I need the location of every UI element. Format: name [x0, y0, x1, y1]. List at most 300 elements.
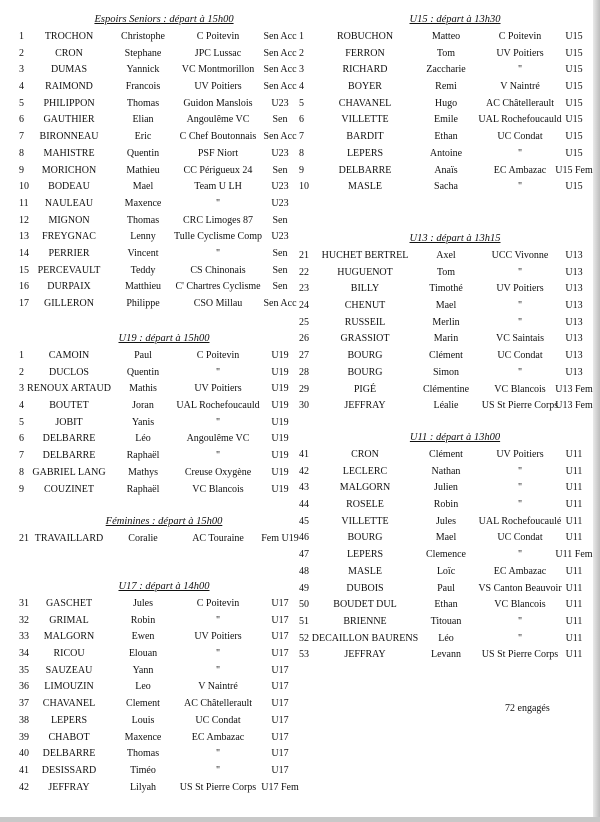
club: AC Touraine — [192, 533, 244, 544]
section-right-0 — [296, 14, 596, 196]
entry-row — [296, 365, 596, 382]
category: U15 — [565, 131, 583, 143]
last-name: RAIMOND — [45, 81, 93, 93]
entry-row — [296, 248, 596, 265]
section-left-0 — [0, 14, 300, 313]
last-name: LECLERC — [342, 465, 388, 477]
club: US St Pierre Corps — [481, 649, 559, 661]
category: U11 — [565, 465, 583, 477]
first-name: Simon — [432, 366, 460, 378]
entry-row — [0, 146, 300, 163]
first-name: Anaïs — [434, 164, 458, 176]
bib-number: 4 — [19, 400, 24, 412]
entry-row — [0, 229, 300, 246]
club: UC Condat — [195, 714, 241, 726]
entry-row — [296, 265, 596, 282]
last-name: GAUTHIER — [43, 114, 95, 126]
club: " — [215, 450, 221, 462]
last-name: JEFFRAY — [344, 649, 386, 661]
last-name: LEPERS — [346, 549, 384, 561]
category: U19 — [271, 483, 289, 495]
bib-number: 32 — [19, 614, 29, 626]
club: Angoulême VC — [186, 433, 250, 445]
entry-row — [0, 713, 300, 730]
first-name: Eric — [134, 131, 152, 143]
first-name: Quentin — [126, 366, 160, 378]
category: Sen — [272, 114, 288, 126]
bib-number: 7 — [299, 131, 304, 143]
club: " — [215, 197, 221, 209]
section-title: U11 : départ à 13h00 — [409, 432, 501, 443]
first-name: Tom — [436, 47, 456, 59]
entry-row — [296, 398, 596, 415]
club: UAL Rochefoucauld — [478, 114, 562, 126]
category: U19 — [271, 416, 289, 428]
first-name: Paul — [437, 582, 455, 594]
first-name: Ethan — [434, 599, 458, 611]
section-title: U19 : départ à 15h00 — [118, 333, 210, 344]
bib-number: 3 — [19, 383, 24, 395]
category: Sen — [272, 247, 288, 259]
entry-row — [296, 530, 596, 547]
last-name: BARDIT — [346, 131, 384, 143]
entry-row — [0, 679, 300, 696]
entry-row — [0, 112, 300, 129]
bib-number: 27 — [299, 350, 309, 362]
bib-number: 38 — [19, 714, 29, 726]
entry-row — [0, 448, 300, 465]
entry-row — [296, 315, 596, 332]
category: U13 Fem — [555, 383, 593, 395]
bib-number: 52 — [299, 632, 309, 644]
bib-number: 8 — [19, 466, 24, 478]
bib-number: 30 — [299, 400, 309, 412]
entry-row — [296, 112, 596, 129]
bib-number: 7 — [19, 131, 24, 143]
first-name: Louis — [131, 714, 155, 726]
category: U17 — [271, 748, 289, 760]
club: EC Ambazac — [493, 565, 547, 577]
bib-number: 2 — [19, 366, 24, 378]
bib-number: 35 — [19, 664, 29, 676]
bib-number: 31 — [19, 598, 29, 609]
last-name: HUCHET BERTREL — [321, 250, 409, 261]
page-edge-bottom — [0, 817, 600, 822]
category: Sen — [272, 281, 288, 293]
bib-number: 21 — [19, 533, 29, 544]
bib-number: 1 — [19, 31, 24, 42]
bib-number: 2 — [19, 47, 24, 59]
last-name: DURPAIX — [47, 281, 91, 293]
bib-number: 39 — [19, 731, 29, 743]
last-name: MIGNON — [48, 214, 90, 226]
bib-number: 34 — [19, 648, 29, 660]
first-name: Robin — [130, 614, 156, 626]
category: U11 — [565, 649, 583, 661]
club: VS Canton Beauvoir — [478, 582, 562, 594]
entry-row — [0, 246, 300, 263]
last-name: CHAVANEL — [338, 97, 392, 109]
category: U15 — [565, 97, 583, 109]
last-name: VILLETTE — [341, 114, 389, 126]
first-name: Marin — [433, 333, 459, 345]
entry-row — [296, 331, 596, 348]
category: U11 — [565, 482, 583, 494]
entry-row — [0, 465, 300, 482]
last-name: CHAVANEL — [42, 698, 96, 710]
category: U11 — [565, 515, 583, 527]
first-name: Quentin — [126, 147, 160, 159]
bib-number: 5 — [19, 416, 24, 428]
entry-row — [0, 730, 300, 747]
last-name: DUMAS — [50, 64, 88, 76]
bib-number: 6 — [19, 114, 24, 126]
last-name: PERRIER — [48, 247, 90, 259]
entry-row — [0, 398, 300, 415]
first-name: Levann — [431, 649, 461, 661]
club: UV Poitiers — [496, 47, 544, 59]
bib-number: 10 — [299, 181, 309, 193]
entry-row — [296, 581, 596, 598]
bib-number: 37 — [19, 698, 29, 710]
club: " — [215, 764, 221, 776]
category: U17 — [271, 631, 289, 643]
entry-row — [0, 629, 300, 646]
bib-number: 13 — [19, 231, 29, 243]
bib-number: 42 — [299, 465, 309, 477]
first-name: Julien — [434, 482, 458, 494]
first-name: Léo — [438, 632, 454, 644]
first-name: Remi — [435, 81, 457, 93]
club: CRC Limoges 87 — [182, 214, 253, 226]
club: UV Poitiers — [194, 383, 242, 395]
first-name: Raphaël — [126, 450, 160, 462]
entry-row — [0, 780, 300, 797]
last-name: BOUTET — [49, 400, 89, 412]
first-name: Mael — [435, 300, 457, 312]
bib-number: 49 — [299, 582, 309, 594]
category: U13 — [565, 300, 583, 312]
bib-number: 5 — [299, 97, 304, 109]
first-name: Lilyah — [129, 781, 157, 793]
entry-row — [296, 298, 596, 315]
first-name: Mathis — [129, 383, 157, 395]
entry-row — [296, 29, 596, 46]
entry-row — [0, 696, 300, 713]
club: C Chef Boutonnais — [179, 131, 257, 143]
last-name: PIGÉ — [353, 383, 377, 395]
first-name: Clémentine — [422, 383, 470, 395]
category: U15 — [565, 147, 583, 159]
club: " — [517, 316, 523, 328]
first-name: Jules — [436, 515, 456, 527]
club: C' Chartres Cyclisme — [175, 281, 261, 293]
entry-row — [0, 213, 300, 230]
first-name: Antoine — [429, 147, 463, 159]
category: U23 — [271, 197, 289, 209]
entry-row — [296, 163, 596, 180]
category: Sen Acc — [263, 31, 297, 42]
last-name: CHENUT — [344, 300, 386, 312]
bib-number: 33 — [19, 631, 29, 643]
entry-row — [0, 746, 300, 763]
club: " — [215, 748, 221, 760]
entry-row — [0, 431, 300, 448]
first-name: Francois — [125, 81, 161, 93]
bib-number: 53 — [299, 649, 309, 661]
category: U15 Fem — [555, 164, 593, 176]
first-name: Ethan — [434, 131, 458, 143]
first-name: Lenny — [130, 231, 156, 243]
first-name: Merlin — [432, 316, 460, 328]
bib-number: 14 — [19, 247, 29, 259]
entry-row — [0, 296, 300, 313]
bib-number: 29 — [299, 383, 309, 395]
category: U13 Fem — [555, 400, 593, 412]
club: PSF Niort — [197, 147, 239, 159]
club: VC Montmorillon — [181, 64, 255, 76]
last-name: ROBUCHON — [336, 31, 394, 42]
category: Fem U19 — [261, 533, 299, 544]
last-name: MALGORN — [43, 631, 95, 643]
section-title: U15 : départ à 13h30 — [409, 14, 501, 25]
bib-number: 15 — [19, 264, 29, 276]
category: U17 — [271, 714, 289, 726]
category: U11 — [565, 449, 583, 460]
last-name: NAULEAU — [44, 197, 94, 209]
club: CSO Millau — [193, 298, 243, 309]
entry-row — [296, 564, 596, 581]
club: " — [517, 64, 523, 76]
last-name: DELBARRE — [338, 164, 392, 176]
club: VC Blancois — [494, 599, 546, 611]
first-name: Matthieu — [124, 281, 162, 293]
entry-row — [296, 597, 596, 614]
last-name: JEFFRAY — [344, 400, 386, 412]
club: CS Chinonais — [190, 264, 246, 276]
club: " — [215, 247, 221, 259]
first-name: Paul — [134, 350, 152, 361]
entry-row — [296, 129, 596, 146]
last-name: MAHISTRE — [43, 147, 95, 159]
club: " — [215, 416, 221, 428]
last-name: LEPERS — [346, 147, 384, 159]
bib-number: 22 — [299, 266, 309, 278]
entry-row — [0, 531, 300, 548]
first-name: Philippe — [126, 298, 160, 309]
entry-row — [0, 763, 300, 780]
entry-row — [0, 196, 300, 213]
first-name: Elouan — [128, 648, 158, 660]
last-name: RICHARD — [342, 64, 388, 76]
first-name: Maxence — [124, 731, 162, 743]
first-name: Yannick — [126, 64, 160, 76]
last-name: CRON — [55, 47, 83, 59]
bib-number: 41 — [19, 764, 29, 776]
category: U17 — [271, 764, 289, 776]
entry-row — [296, 647, 596, 664]
category: U17 — [271, 731, 289, 743]
first-name: Stephane — [124, 47, 162, 59]
category: U13 — [565, 366, 583, 378]
last-name: BRIENNE — [343, 615, 387, 627]
club: V Naintré — [500, 81, 540, 93]
last-name: MASLE — [348, 181, 382, 193]
club: " — [517, 499, 523, 511]
club: VC Saintais — [495, 333, 545, 345]
last-name: RENOUX ARTAUD — [27, 383, 111, 395]
category: Sen — [272, 214, 288, 226]
category: U15 — [565, 47, 583, 59]
category: U17 — [271, 664, 289, 676]
last-name: BODEAU — [48, 181, 90, 193]
section-left-2 — [0, 516, 300, 548]
club: UC Condat — [497, 131, 543, 143]
bib-number: 5 — [19, 97, 24, 109]
first-name: Raphaël — [126, 483, 160, 495]
entry-row — [296, 348, 596, 365]
category: U17 Fem — [261, 781, 299, 793]
bib-number: 9 — [299, 164, 304, 176]
entry-row — [296, 96, 596, 113]
category: U13 — [565, 283, 583, 295]
first-name: Vincent — [127, 247, 159, 259]
category: Sen — [272, 164, 288, 176]
first-name: Loïc — [436, 565, 456, 577]
category: U11 — [565, 582, 583, 594]
last-name: GRIMAL — [49, 614, 89, 626]
category: U11 — [565, 599, 583, 611]
last-name: GILLERON — [44, 298, 94, 309]
bib-number: 12 — [19, 214, 29, 226]
last-name: PERCEVAULT — [37, 264, 101, 276]
club: UV Poitiers — [496, 283, 544, 295]
last-name: DELBARRE — [42, 748, 96, 760]
bib-number: 3 — [299, 64, 304, 76]
last-name: CRON — [351, 449, 379, 460]
first-name: Yanis — [131, 416, 155, 428]
club: VC Blancois — [192, 483, 244, 495]
club: Team U LH — [194, 181, 242, 193]
entry-row — [296, 146, 596, 163]
first-name: Timothé — [429, 283, 463, 295]
category: U11 — [565, 615, 583, 627]
category: U11 Fem — [555, 549, 593, 561]
entry-row — [296, 480, 596, 497]
bib-number: 17 — [19, 298, 29, 309]
category: U19 — [271, 366, 289, 378]
entry-row — [296, 547, 596, 564]
first-name: Titouan — [430, 615, 462, 627]
entry-row — [0, 279, 300, 296]
first-name: Yann — [132, 664, 154, 676]
club: " — [517, 615, 523, 627]
entry-row — [296, 62, 596, 79]
category: U17 — [271, 698, 289, 710]
bib-number: 42 — [19, 781, 29, 793]
bib-number: 4 — [299, 81, 304, 93]
club: Creuse Oxygène — [184, 466, 252, 478]
category: Sen Acc — [263, 64, 297, 76]
club: " — [517, 147, 523, 159]
bib-number: 44 — [299, 499, 309, 511]
bib-number: 45 — [299, 515, 309, 527]
first-name: Léalie — [433, 400, 459, 412]
bib-number: 25 — [299, 316, 309, 328]
club: C Poitevin — [196, 31, 240, 42]
club: " — [517, 632, 523, 644]
category: U23 — [271, 181, 289, 193]
first-name: Tom — [436, 266, 456, 278]
bib-number: 10 — [19, 181, 29, 193]
last-name: VILLETTE — [341, 515, 389, 527]
category: U15 — [565, 31, 583, 42]
last-name: BOUDET DUL — [333, 599, 397, 611]
category: U11 — [565, 499, 583, 511]
entry-row — [296, 464, 596, 481]
entry-row — [0, 46, 300, 63]
category: U17 — [271, 598, 289, 609]
first-name: Leo — [135, 681, 151, 693]
bib-number: 11 — [19, 197, 29, 209]
club: JPC Lussac — [194, 47, 242, 59]
entry-row — [0, 163, 300, 180]
first-name: Matteo — [431, 31, 461, 42]
first-name: Joran — [132, 400, 154, 412]
last-name: CAMOIN — [48, 350, 90, 361]
last-name: HUGUENOT — [337, 266, 393, 278]
category: Sen Acc — [263, 131, 297, 143]
bib-number: 6 — [299, 114, 304, 126]
bib-number: 6 — [19, 433, 24, 445]
category: U19 — [271, 383, 289, 395]
bib-number: 1 — [299, 31, 304, 42]
entry-row — [296, 382, 596, 399]
first-name: Coralie — [128, 533, 158, 544]
first-name: Clément — [429, 449, 463, 460]
entry-row — [0, 129, 300, 146]
first-name: Thomas — [126, 214, 160, 226]
first-name: Teddy — [130, 264, 156, 276]
entry-row — [296, 631, 596, 648]
last-name: COUZINET — [44, 483, 94, 495]
last-name: MASLE — [348, 565, 382, 577]
club: UV Poitiers — [496, 449, 544, 460]
category: U19 — [271, 450, 289, 462]
section-right-1 — [296, 233, 596, 415]
category: U11 — [565, 565, 583, 577]
section-title: Espoirs Seniors : départ à 15h00 — [94, 14, 234, 25]
entry-row — [0, 596, 300, 613]
club: UC Condat — [497, 532, 543, 544]
entry-row — [0, 365, 300, 382]
section-left-1 — [0, 333, 300, 498]
club: CC Périgueux 24 — [183, 164, 253, 176]
last-name: PHILIPPON — [43, 97, 95, 109]
entry-row — [0, 179, 300, 196]
category: U19 — [271, 466, 289, 478]
category: U15 — [565, 64, 583, 76]
entry-row — [0, 663, 300, 680]
section-title: U13 : départ à 13h15 — [409, 233, 501, 244]
club: " — [215, 366, 221, 378]
entry-row — [296, 447, 596, 464]
last-name: TROCHON — [44, 31, 94, 42]
last-name: FERRON — [345, 47, 385, 59]
first-name: Clement — [126, 698, 160, 710]
last-name: BOURG — [347, 532, 383, 544]
entry-row — [0, 646, 300, 663]
